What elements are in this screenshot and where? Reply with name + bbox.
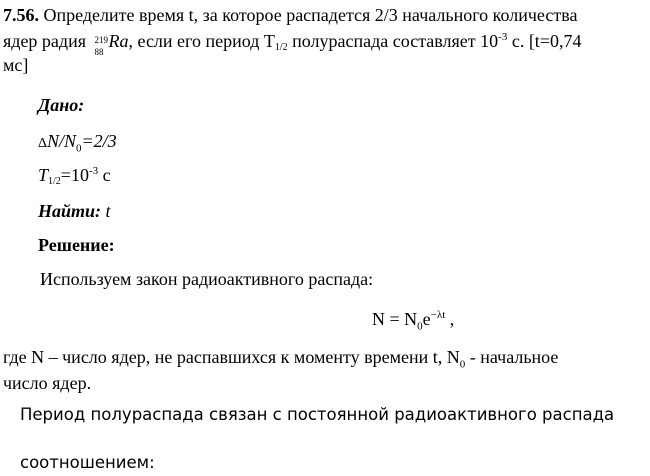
isotope-mass-number: 219 (94, 35, 108, 45)
half-life-symbol: T (38, 165, 49, 185)
footer-line-2: соотношением: (20, 453, 155, 472)
explanation-line-2: число ядер. (3, 373, 92, 393)
footer-line-1: Период полураспада связан с постоянной радиоактивного распада (20, 405, 615, 424)
explanation-text-post: - начальное (465, 347, 559, 367)
isotope-atomic-number: 88 (94, 47, 104, 57)
half-life-symbol-subscript: 1/2 (48, 176, 61, 187)
given-half-life (38, 164, 111, 193)
formula-lhs: N = N (372, 309, 418, 329)
problem-number: 7.56. (3, 5, 39, 25)
period-unit: с. [t=0,74 (507, 31, 582, 51)
delta-symbol: Δ (38, 136, 48, 151)
explanation-line-1 (3, 346, 559, 371)
problem-statement-line-3 (3, 54, 28, 76)
problem-text-1: Определите время t, за которое распадется 2/3 начального количества (43, 5, 578, 25)
find-line (38, 200, 111, 222)
half-life-exponent: -3 (88, 165, 99, 177)
explanation-n0-subscript: 0 (459, 358, 466, 371)
half-life-equals: =10 (60, 165, 89, 185)
explanation-text-pre: где N – число ядер, не распавшихся к моменту времени t, N (3, 347, 460, 367)
find-value: t (101, 201, 111, 221)
given-heading: Дано: (38, 95, 85, 115)
formula-n0-subscript: 0 (417, 320, 423, 333)
formula-tail: , (445, 309, 455, 329)
given-ratio (38, 130, 117, 155)
problem-text-3: мс] (3, 55, 29, 75)
ratio-value: =2/3 (81, 131, 117, 151)
radium-isotope-notation (91, 31, 109, 57)
problem-statement-line-1 (3, 4, 577, 26)
problem-text-2-mid: , если его период T (128, 31, 275, 51)
ratio-expression: N/N (47, 131, 77, 151)
formula-exponent: −λt (430, 309, 446, 321)
half-life-unit: с (98, 165, 111, 185)
period-exponent: -3 (498, 31, 508, 43)
ratio-subscript: 0 (76, 142, 82, 155)
isotope-symbol: Ra (108, 31, 129, 51)
decay-law-formula (372, 308, 455, 333)
find-heading: Найти: (38, 201, 102, 221)
problem-text-2-post: полураспада составляет (287, 31, 481, 51)
period-base: 10 (480, 31, 499, 51)
formula-e: e (422, 309, 431, 329)
problem-text-2-pre: ядер радия (3, 31, 86, 51)
solution-heading: Решение: (38, 235, 115, 255)
solution-intro: Используем закон радиоактивного распада: (40, 269, 374, 289)
half-life-subscript: 1/2 (274, 42, 288, 53)
problem-statement-line-2 (3, 30, 581, 59)
